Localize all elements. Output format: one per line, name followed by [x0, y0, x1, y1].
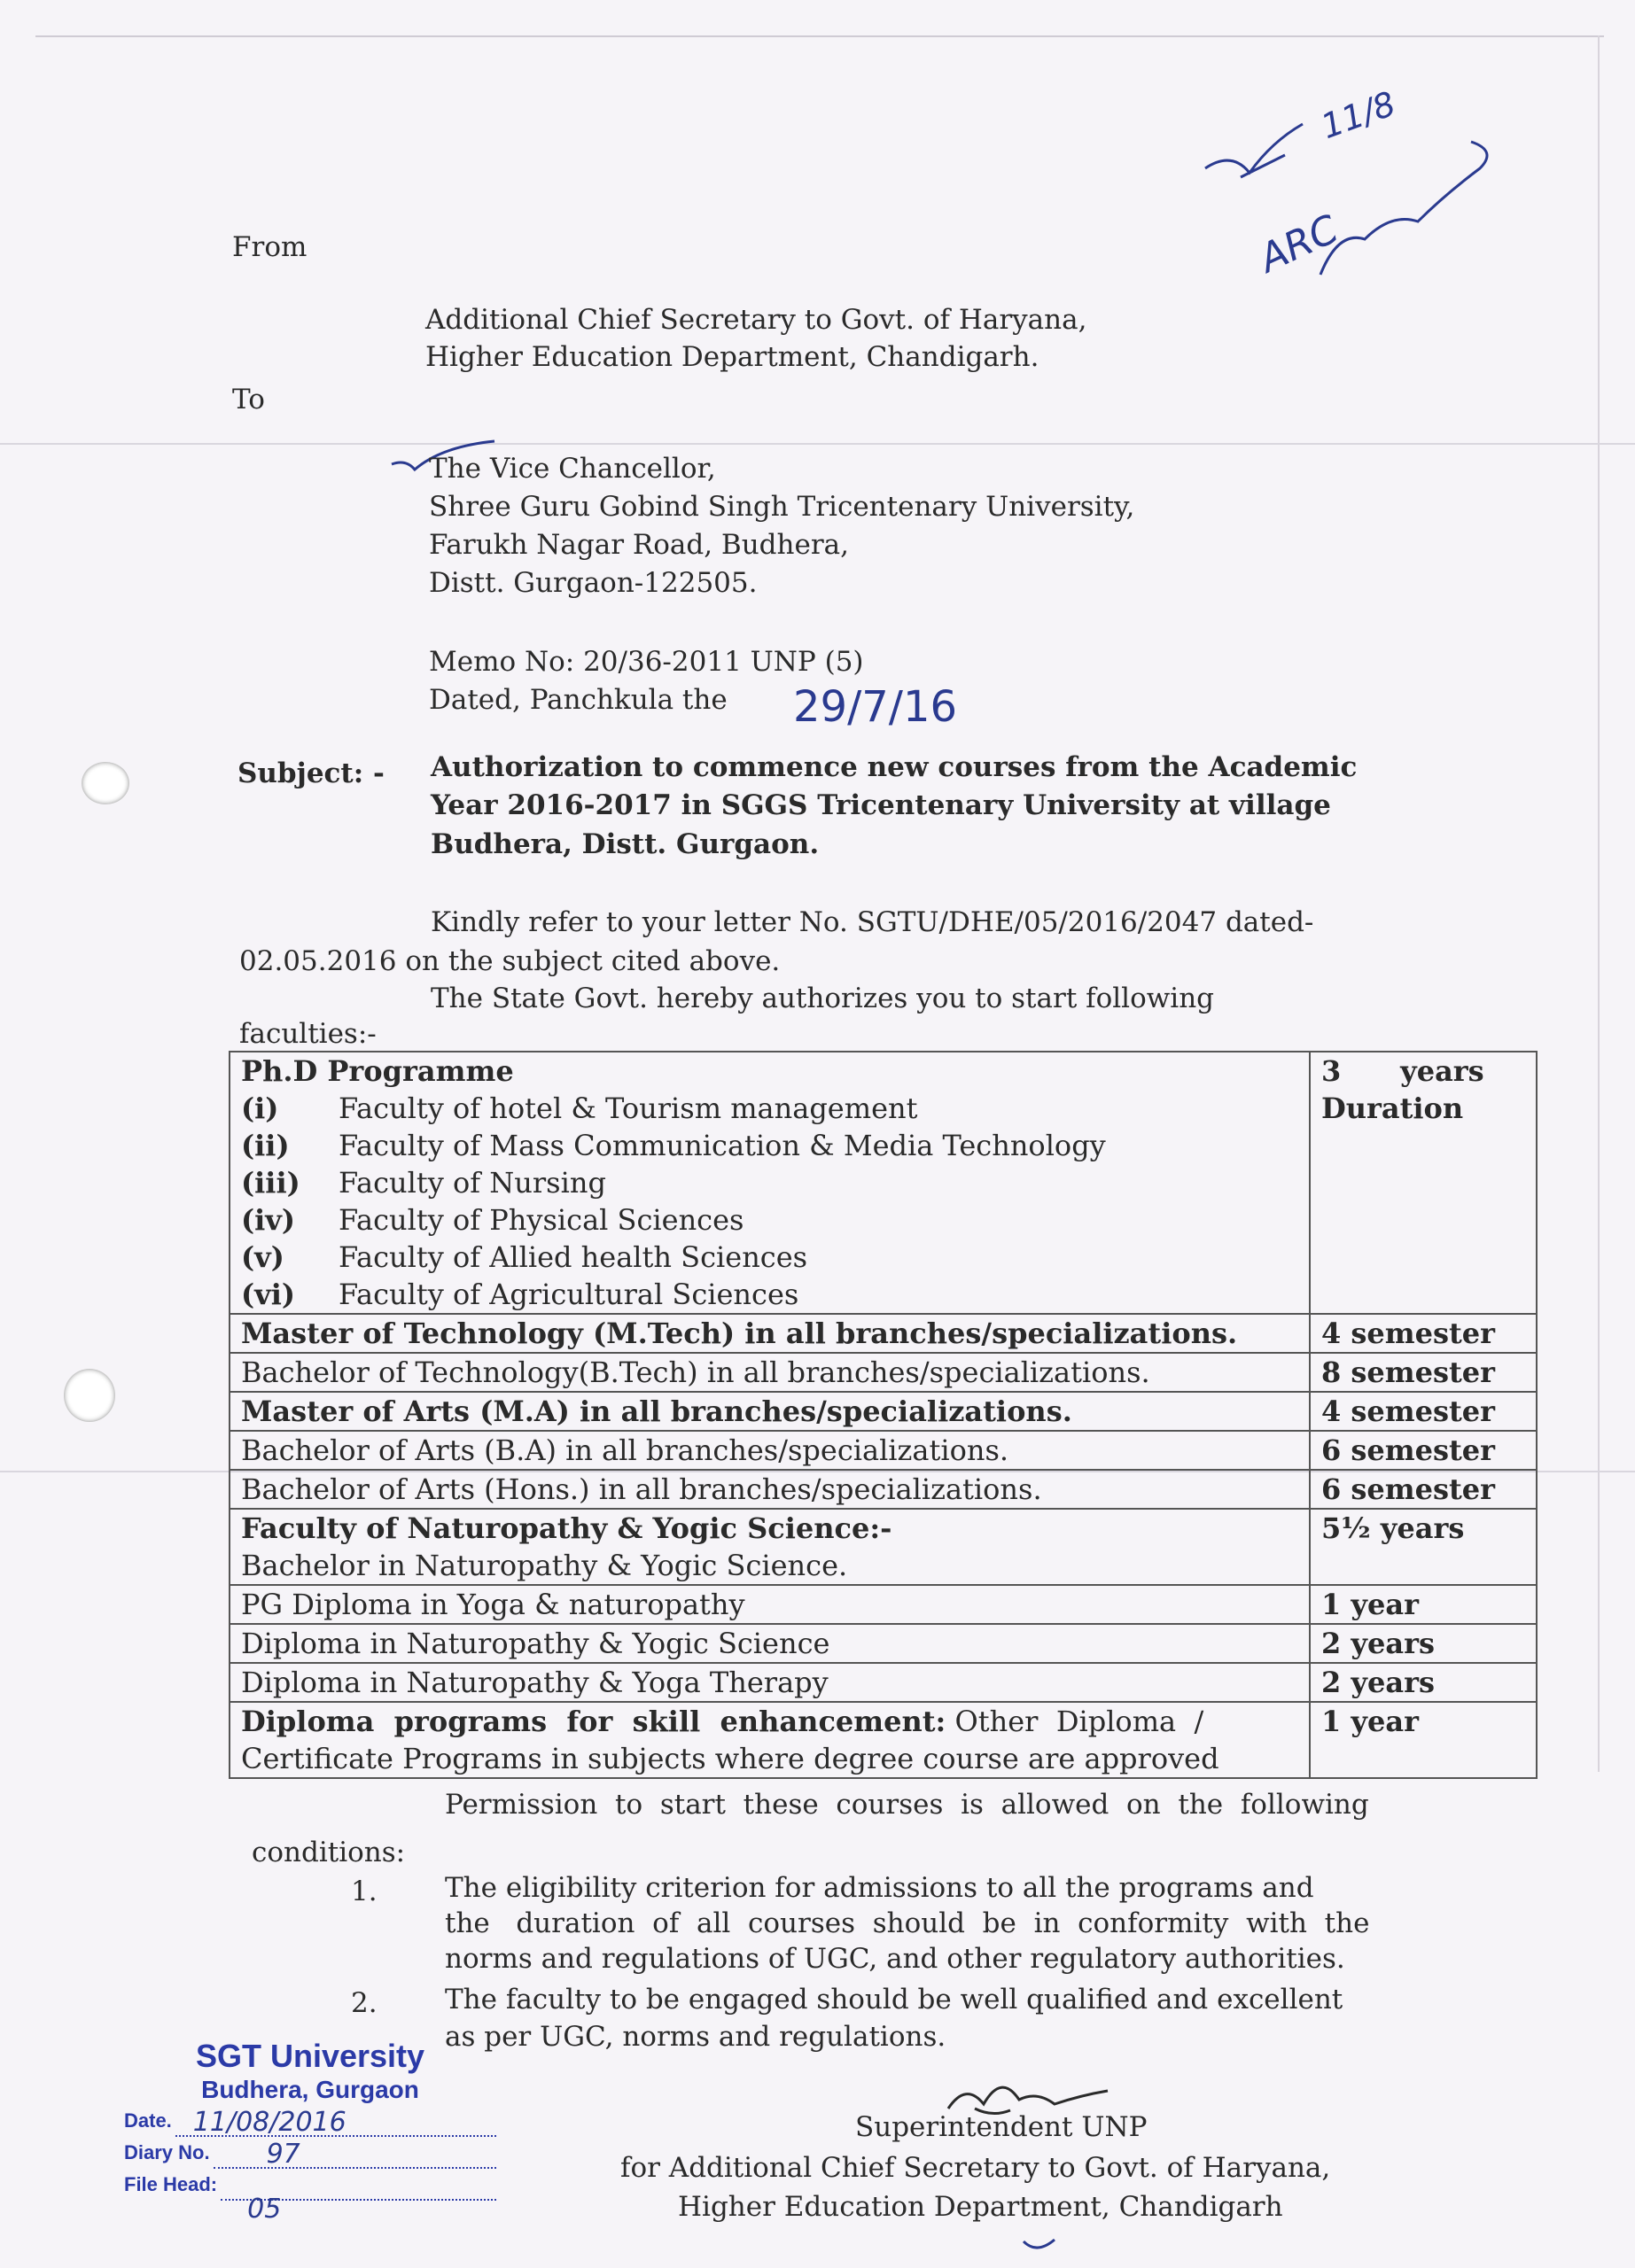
phd-item-label: Faculty of hotel & Tourism management [339, 1091, 918, 1125]
handwritten-date-top: 11/8 [1316, 83, 1401, 147]
punch-hole-upper [82, 762, 129, 804]
conditions-intro-1: Permission to start these courses is allowed on the following [445, 1789, 1369, 1821]
to-line-3: Farukh Nagar Road, Budhera, [429, 529, 849, 561]
phd-duration-line-1: 3 years [1321, 1054, 1484, 1088]
body-p1-line-2: 02.05.2016 on the subject cited above. [239, 945, 781, 977]
body-p2-line-1: The State Govt. hereby authorizes you to start following [431, 983, 1215, 1014]
phd-item-num: (vi) [241, 1278, 296, 1311]
signature-line-2: for Additional Chief Secretary to Govt. of Haryana, [620, 2152, 1331, 2184]
phd-item-label: Faculty of Allied health Sciences [339, 1240, 808, 1274]
subject-label: Subject: - [237, 757, 385, 789]
phd-item-label: Faculty of Physical Sciences [339, 1203, 744, 1237]
phd-item-label: Faculty of Mass Communication & Media Technology [339, 1129, 1106, 1162]
stamp-diary-label: Diary No. [124, 2141, 210, 2163]
conditions-intro-2: conditions: [252, 1837, 406, 1868]
to-label: To [232, 384, 265, 416]
subject-line-1: Authorization to commence new courses from the Academic [431, 751, 1358, 783]
body-p2-line-2: faculties:- [239, 1018, 377, 1050]
list-item [241, 1276, 1298, 1313]
handwritten-dated: 29/7/16 [793, 682, 958, 732]
from-line-1: Additional Chief Secretary to Govt. of Haryana, [425, 304, 1087, 336]
phd-duration-line-2: Duration [1321, 1091, 1464, 1125]
list-item [241, 1164, 1298, 1201]
handwritten-mark-bottom [1019, 2233, 1063, 2259]
stamp-title: SGT University [195, 2038, 425, 2074]
page-edge-top [35, 35, 1604, 37]
duration-cell: 1 year [1310, 1702, 1537, 1778]
table-row [230, 1585, 1537, 1624]
table-row [230, 1353, 1537, 1392]
to-line-1: The Vice Chancellor, [429, 453, 716, 485]
course-cell: Diploma in Naturopathy & Yogic Science [230, 1624, 1310, 1663]
subject-line-3: Budhera, Distt. Gurgaon. [431, 828, 820, 860]
phd-cell [230, 1052, 1310, 1314]
phd-item-num: (ii) [241, 1129, 290, 1162]
dated-prefix: Dated, Panchkula the [429, 684, 728, 716]
list-item [241, 1239, 1298, 1276]
condition-2-line-1: The faculty to be engaged should be well qualified and excellent [445, 1984, 1343, 2016]
stamp-file-label: File Head: [124, 2173, 218, 2195]
course-cell: Bachelor of Arts (Hons.) in all branches/specializations. [230, 1470, 1310, 1509]
list-item [241, 1090, 1298, 1127]
stamp-date-row [124, 2105, 496, 2137]
naturopathy-cell [230, 1509, 1310, 1585]
table-row [230, 1663, 1537, 1702]
course-cell: Bachelor of Technology(B.Tech) in all branches/specializations. [230, 1353, 1310, 1392]
phd-title: Ph.D Programme [241, 1054, 514, 1088]
from-label: From [232, 231, 308, 263]
stamp-date-label: Date. [124, 2109, 172, 2132]
duration-cell: 2 years [1310, 1624, 1537, 1663]
to-line-4: Distt. Gurgaon-122505. [429, 567, 758, 599]
memo-number: Memo No: 20/36-2011 UNP (5) [429, 646, 864, 678]
punch-hole-lower [64, 1369, 115, 1422]
condition-1-line-2: the duration of all courses should be in conformity with the [445, 1907, 1370, 1939]
skill-cell [230, 1702, 1310, 1778]
table-row [230, 1431, 1537, 1470]
course-cell: Master of Arts (M.A) in all branches/specializations. [230, 1392, 1310, 1431]
naturopathy-sub: Bachelor in Naturopathy & Yogic Science. [241, 1549, 848, 1582]
duration-cell: 4 semester [1310, 1314, 1537, 1353]
list-item [241, 1127, 1298, 1164]
body-p1-line-1: Kindly refer to your letter No. SGTU/DHE/05/2016/2047 dated- [431, 906, 1314, 938]
condition-1-num: 1. [351, 1876, 378, 1907]
stamp-date-value: 11/08/2016 [192, 2107, 346, 2138]
stamp-diary-value: 97 [266, 2139, 300, 2170]
phd-item-num: (iv) [241, 1203, 296, 1237]
stamp-file-row [124, 2169, 496, 2225]
duration-cell: 6 semester [1310, 1431, 1537, 1470]
condition-2-line-2: as per UGC, norms and regulations. [445, 2021, 946, 2053]
signature-line-3: Higher Education Department, Chandigarh [678, 2191, 1283, 2223]
table-row [230, 1314, 1537, 1353]
fold-line-upper [0, 443, 1635, 445]
condition-1-line-1: The eligibility criterion for admissions to all the programs and [445, 1872, 1314, 1904]
received-stamp [124, 2038, 496, 2225]
stamp-subtitle: Budhera, Gurgaon [201, 2076, 419, 2103]
page-edge-right [1598, 35, 1600, 1772]
condition-2-num: 2. [351, 1987, 378, 2019]
stamp-diary-row [124, 2137, 496, 2169]
phd-item-num: (iii) [241, 1166, 300, 1200]
table-row-phd [230, 1052, 1537, 1314]
course-cell: Bachelor of Arts (B.A) in all branches/specializations. [230, 1431, 1310, 1470]
course-cell: Diploma in Naturopathy & Yoga Therapy [230, 1663, 1310, 1702]
list-item [241, 1201, 1298, 1239]
table-row-naturopathy [230, 1509, 1537, 1585]
table-row [230, 1624, 1537, 1663]
skill-rest-1: Other Diploma / [946, 1705, 1204, 1738]
phd-item-label: Faculty of Nursing [339, 1166, 606, 1200]
duration-cell: 1 year [1310, 1585, 1537, 1624]
table-row-skill [230, 1702, 1537, 1778]
condition-1-line-3: norms and regulations of UGC, and other regulatory authorities. [445, 1943, 1345, 1975]
handwritten-initials-name: ARC [1252, 206, 1345, 282]
duration-cell: 6 semester [1310, 1470, 1537, 1509]
course-cell: PG Diploma in Yoga & naturopathy [230, 1585, 1310, 1624]
duration-cell: 4 semester [1310, 1392, 1537, 1431]
skill-title: Diploma programs for skill enhancement: [241, 1705, 946, 1738]
from-line-2: Higher Education Department, Chandigarh. [425, 341, 1039, 373]
course-cell: Master of Technology (M.Tech) in all branches/specializations. [230, 1314, 1310, 1353]
table-row [230, 1392, 1537, 1431]
subject-line-2: Year 2016-2017 in SGGS Tricentenary University at village [431, 789, 1331, 821]
phd-item-num: (i) [241, 1091, 279, 1125]
signature-line-1: Superintendent UNP [855, 2111, 1148, 2143]
courses-table [229, 1051, 1538, 1779]
phd-item-num: (v) [241, 1240, 284, 1274]
to-line-2: Shree Guru Gobind Singh Tricentenary University, [429, 491, 1135, 523]
duration-cell: 8 semester [1310, 1353, 1537, 1392]
skill-rest-2: Certificate Programs in subjects where degree course are approved [241, 1742, 1219, 1775]
naturopathy-title: Faculty of Naturopathy & Yogic Science:- [241, 1511, 892, 1545]
table-row [230, 1470, 1537, 1509]
duration-cell: 5½ years [1310, 1509, 1537, 1585]
phd-item-label: Faculty of Agricultural Sciences [339, 1278, 799, 1311]
stamp-file-value: 05 [247, 2194, 282, 2225]
phd-duration-cell [1310, 1052, 1537, 1314]
duration-cell: 2 years [1310, 1663, 1537, 1702]
